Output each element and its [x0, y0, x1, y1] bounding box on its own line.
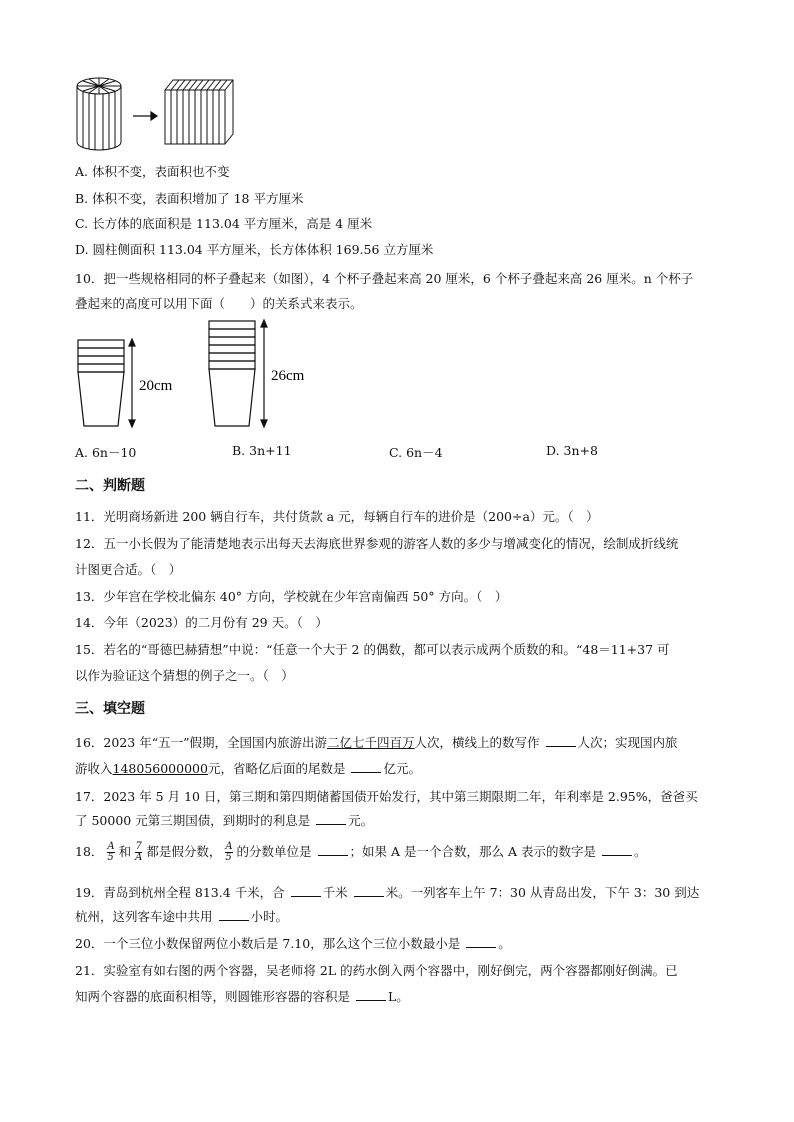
q18-text-c: 都是假分数，: [146, 844, 222, 859]
q16-line2: [75, 760, 421, 778]
q19-line1: [75, 884, 699, 902]
q18-blank-2[interactable]: [602, 843, 632, 856]
q16-text-a: 16．2023 年“五一”假期，全国国内旅游出游: [75, 735, 327, 750]
height-arrow-20cm-icon: [129, 339, 135, 427]
q15-text-line1: 15．若名的“哥德巴赫猜想”中说：“任意一个大于 2 的偶数，都可以表示成两个质数的和。“48＝11+37 可: [75, 642, 670, 657]
q19-blank-km[interactable]: [291, 884, 321, 897]
q10-text-line1: 10．把一些规格相同的杯子叠起来（如图），4 个杯子叠起来高 20 厘米，6 个杯子叠起来高 26 厘米。n 个杯子: [75, 271, 694, 286]
arrow-right-icon: [133, 112, 157, 120]
q16-line1: [75, 734, 678, 752]
q19-text-e: 小时。: [250, 909, 289, 924]
q16-blank-1[interactable]: [546, 734, 576, 747]
fraction-numerator: A: [225, 841, 233, 852]
fraction-denominator: 5: [225, 852, 232, 863]
q18-line: [75, 842, 647, 863]
q16-underlined-income: 148056000000: [112, 761, 208, 776]
q12-text-line2: 计图更合适。（ ）: [75, 562, 182, 577]
q19-blank-m[interactable]: [354, 884, 384, 897]
q18-fraction-7-over-a: [135, 842, 142, 863]
q20-text-a: 20．一个三位小数保留两位小数后是 7.10，那么这个三位小数最小是: [75, 936, 461, 951]
q9-option-b: B. 体积不变，表面积增加了 18 平方厘米: [75, 191, 304, 206]
q18-text-f: 。: [633, 844, 647, 859]
q20-blank[interactable]: [466, 935, 496, 948]
q17-text-b: 元。: [348, 813, 374, 828]
cup-stack-4-icon: [78, 340, 124, 426]
q19-text-d: 杭州，这列客车途中共用: [75, 909, 213, 924]
q18-text-a: 18．: [75, 844, 104, 859]
q10-option-a: A. 6n－10: [75, 445, 137, 460]
fraction-denominator: A: [135, 852, 143, 863]
q10-option-d: D. 3n+8: [546, 443, 598, 458]
cylinder-icon: [77, 78, 121, 150]
q21-blank[interactable]: [356, 988, 386, 1001]
q20-text-b: 。: [498, 936, 511, 951]
q9-option-d: D. 圆柱侧面积 113.04 平方厘米，长方体体积 169.56 立方厘米: [75, 242, 434, 257]
q10-option-b: B. 3n+11: [232, 443, 292, 458]
q10-text-line2: 叠起来的高度可以用下面（ ）的关系式来表示。: [75, 296, 363, 311]
q17-line1: 17．2023 年 5 月 10 日，第三期和第四期储蓄国债开始发行，其中第三期限期二年，年利率是 2.95%，爸爸买: [75, 789, 698, 804]
q16-text-f: 亿元。: [383, 761, 421, 776]
q9-option-a: A. 体积不变，表面积也不变: [75, 164, 230, 179]
q18-text-b: 和: [118, 844, 132, 859]
q13-text: 13．少年宫在学校北偏东 40° 方向，学校就在少年宫南偏西 50° 方向。（ ）: [75, 589, 508, 604]
q19-line2: [75, 908, 288, 926]
q18-fraction-a-over-5: [107, 842, 114, 863]
q10-option-c: C. 6n－4: [389, 445, 443, 460]
q12-text-line1: 12．五一小长假为了能清楚地表示出每天去海底世界参观的游客人数的多少与增减变化的情况，绘制成折线统: [75, 536, 679, 551]
q18-blank-1[interactable]: [318, 843, 348, 856]
q21-line1: 21．实验室有如右图的两个容器，吴老师将 2L 的药水倒入两个容器中，刚好倒完，两个容器都刚好倒满。已: [75, 963, 678, 978]
q19-text-b: 千米: [322, 885, 348, 900]
cylinder-to-prism-figure: [75, 76, 255, 156]
q21-line2: [75, 988, 409, 1006]
prism-icon: [165, 80, 233, 144]
fraction-denominator: 5: [107, 852, 114, 863]
q15-text-line2: 以作为验证这个猜想的例子之一。（ ）: [75, 668, 294, 683]
q16-blank-2[interactable]: [351, 760, 381, 773]
height-label-right: 26cm: [271, 368, 305, 384]
fraction-numerator: A: [107, 841, 115, 852]
q19-text-c: 米。一列客车上午 7：30 从青岛出发，下午 3：30 到达: [385, 885, 700, 900]
q16-text-b: 人次，横线上的数写作: [414, 735, 540, 750]
q16-underlined-number: 二亿七千四百万: [326, 735, 415, 750]
q16-text-d: 游收入: [75, 761, 113, 776]
q11-text: 11．光明商场新进 200 辆自行车，共付货款 a 元，每辆自行车的进价是（200÷a）元。（ ）: [75, 509, 599, 524]
q20-line: [75, 935, 511, 953]
q9-option-c: C. 长方体的底面积是 113.04 平方厘米，高是 4 厘米: [75, 216, 373, 231]
height-arrow-26cm-icon: [261, 320, 267, 427]
cup-stack-6-icon: [209, 321, 255, 426]
q17-line2: [75, 812, 373, 830]
q21-text-b: L。: [388, 989, 409, 1004]
section-title-fill-blank: 三、填空题: [75, 701, 145, 717]
q18-text-e: ；如果 A 是一个合数，那么 A 表示的数字是: [349, 844, 596, 859]
q21-text-a: 知两个容器的底面积相等，则圆锥形容器的容积是: [75, 989, 351, 1004]
q18-fraction-a-over-5-again: [225, 842, 232, 863]
stacked-cups-figure: [75, 318, 325, 433]
section-title-judgement: 二、判断题: [75, 478, 145, 494]
q16-text-e: 元，省略亿后面的尾数是: [207, 761, 346, 776]
q19-blank-hours[interactable]: [219, 908, 249, 921]
q17-blank[interactable]: [316, 812, 346, 825]
q14-text: 14．今年（2023）的二月份有 29 天。（ ）: [75, 615, 328, 630]
q16-text-c: 人次；实现国内旅: [577, 735, 678, 750]
q18-text-d: 的分数单位是: [236, 844, 312, 859]
fraction-numerator: 7: [135, 841, 142, 852]
q19-text-a: 19．青岛到杭州全程 813.4 千米，合: [75, 885, 285, 900]
height-label-left: 20cm: [139, 378, 173, 394]
q17-text-a: 了 50000 元第三期国债，到期时的利息是: [75, 813, 311, 828]
